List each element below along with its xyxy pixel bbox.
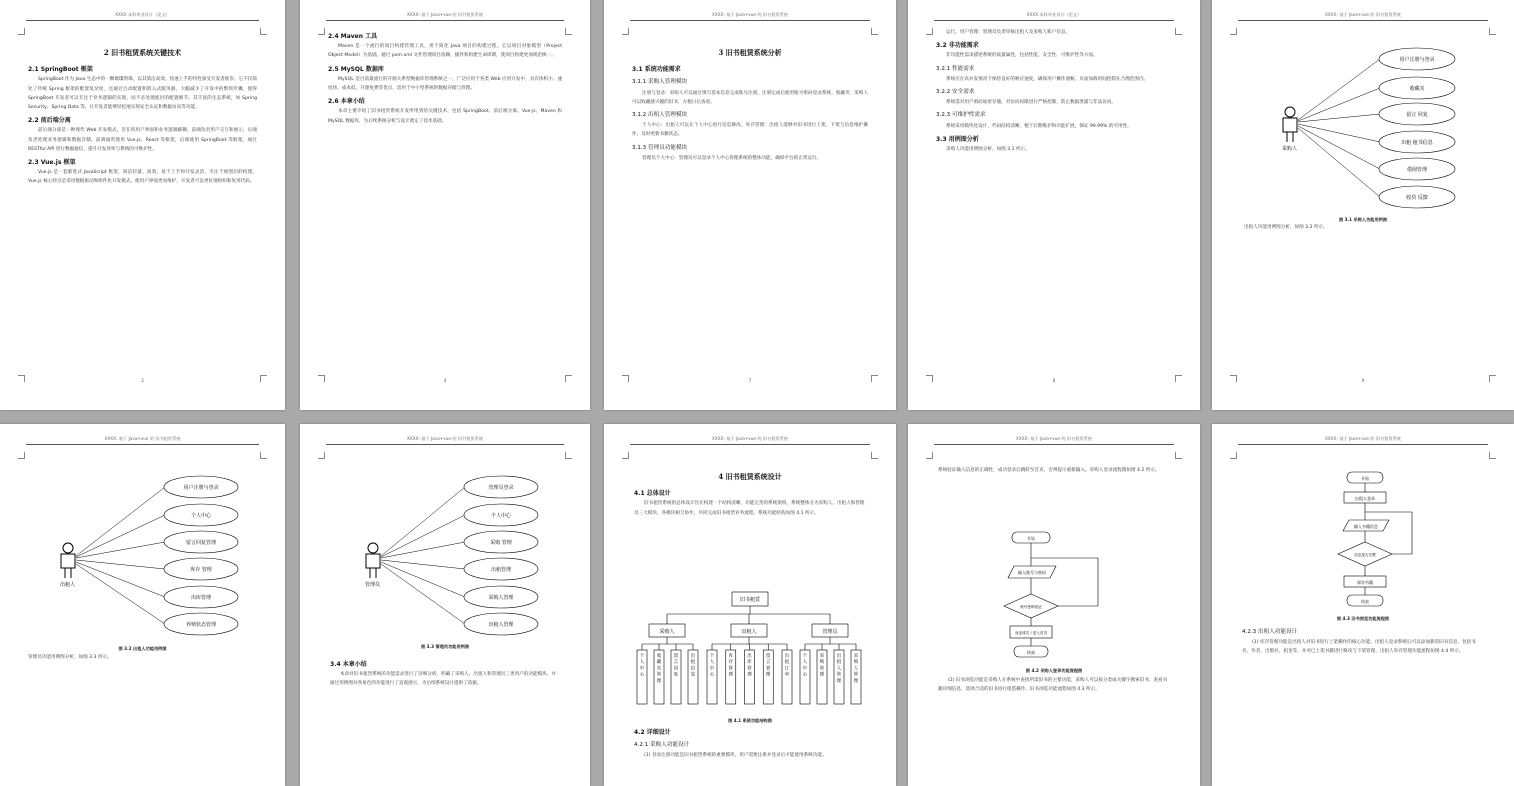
paragraph: 采购人功能用例图分析，如图 3.1 所示。 — [946, 147, 1030, 153]
rental-flowchart — [1212, 464, 1514, 614]
flow-label: 保存书籍 — [1357, 580, 1373, 585]
paragraph: MySQL 是目前最流行的开源关系型数据库管理系统之一，广泛应用于各类 Web 应用开发中，具有体积小、速度快、成本低、开源免费等优点，适用于中小型系统的数据存储与管理。 — [328, 76, 562, 92]
page-header: XXXX: 基于 Java+vue 的 旧书租赁系统 — [407, 436, 483, 441]
usecase-label: 库存 管理 — [190, 567, 212, 573]
paragraph: (1) 登录注册功能是旧书租赁系统的重要模块，用户需要注册并登录后才能使用系统功能。 — [644, 753, 827, 759]
chapter-title: 2 旧书租赁系统关键技术 — [103, 48, 182, 57]
usecase-label: 出租管理 — [490, 567, 512, 573]
tree-group-label: 采购人 — [659, 629, 675, 635]
crop-mark — [871, 28, 878, 35]
flow-label: 登录成功 / 进入首页 — [1014, 631, 1048, 635]
subsection-heading: 3.1.1 采购人管理模块 — [632, 79, 688, 86]
crop-mark — [260, 28, 267, 35]
flow-label: 账号密码验证 — [1020, 605, 1042, 609]
page-header: XXXX: 基于 Java+vue 的 旧书租赁系统 — [104, 436, 181, 441]
paragraph: (2) 旧书浏览功能是采购人在系统中查找所需旧书的主要功能，采购人可以按分类或关键字搜索旧书，查看书籍详细信息，选择合适的旧书进行租借操作。旧书浏览功能流程如图 4.3 所示。 — [938, 678, 1168, 693]
paragraph: 运行。用户管理：管理员负责审核出租人及采购人账户信息。 — [946, 30, 1071, 35]
paragraph: SpringBoot 作为 Java 生态中的一颗璀璨明珠，以其简洁高效、快速上手的特性深受开发者推崇。它不仅简化了传统 Spring 框架的配置复杂度，还通过自动配置和嵌入式服务器，大幅减少了开发中的繁琐步骤，使得 SpringBoot 开发者可以专注于业务逻辑的实现，而不必处理底层的配置细节。其丰富的生态系统，如 Spring Security、Spring Data 等，让开发者能够轻松地实现安全认证和数据访问等功能。 — [28, 77, 257, 111]
crop-mark — [871, 452, 878, 459]
tree-leaf-label: 采购人管理 — [853, 654, 859, 684]
header-rule — [1238, 444, 1488, 445]
tree-leaf-label: 采购管理 — [819, 654, 825, 678]
usecase-label: 借阅管理 — [1406, 167, 1428, 173]
section-heading: 2.5 MySQL 数据库 — [328, 65, 384, 73]
page-number: 8 — [1052, 379, 1056, 384]
usecase-label: 出租 租书信息 — [1401, 140, 1433, 146]
subsection-heading: 4.2.3 出租人功能设计 — [1242, 629, 1298, 635]
paragraph: Vue.js 是一套渐进式 JavaScript 框架，简洁轻量、高效、易于上手和开发灵活，专注于视图层的构建。Vue.js 核心特点是采用数据驱动和组件化开发模式，使用户界面更易维护，开发者可以更好地组织和复用代码。 — [28, 170, 257, 185]
tree-leaf-label: 出租订单 — [784, 654, 790, 678]
section-heading: 4.1 总体设计 — [634, 490, 671, 498]
page-header: XXXX: 基于 Java+vue 的 旧书租赁系统 — [712, 436, 788, 441]
figure-caption: 图 3.1 采购人功能用例图 — [1338, 217, 1388, 222]
header-rule — [630, 20, 870, 21]
document-page — [908, 424, 1200, 786]
usecase-label: 管理员登录 — [488, 485, 514, 491]
document-page — [1212, 424, 1514, 786]
document-page — [0, 0, 285, 410]
subsection-heading: 3.2.3 可维护性需求 — [936, 112, 986, 119]
crop-mark — [318, 28, 325, 35]
subsection-heading: 3.2.1 性能需求 — [936, 65, 975, 72]
paragraph: 本章主要介绍了旧书租赁系统开发所用到的关键技术，包括 SpringBoot、前后端分离、Vue.js、Maven 和 MySQL 数据库，为后续系统分析与设计奠定了技术基础。 — [328, 109, 562, 124]
paragraph: 前后端分离是一种现代 Web 开发模式，旨在将用户界面和业务逻辑解耦，前端负责用户交互和展示，后端负责处理业务逻辑和数据存储。前端通常使用 Vue.js、React 等框架，后端使用 SpringBoot 等框架，通过 RESTful API 进行数据通信，提升开发效率与系统的可维护性。 — [28, 128, 257, 152]
usecase-label: 个人中心 — [490, 513, 512, 519]
usecase-diagram — [1212, 0, 1514, 240]
header-rule — [26, 20, 259, 21]
usecase-label: 留言 回复 — [1406, 112, 1428, 118]
page-header: XXXX 本科毕业设计（论文） — [1026, 12, 1082, 17]
usecase-label: 用户注册与登录 — [1399, 57, 1435, 63]
page-number: 9 — [1361, 379, 1365, 384]
figure-caption: 图 4.2 采购人登录功能流程图 — [1025, 668, 1083, 673]
tree-leaf-label: 出库管理 — [747, 654, 752, 678]
usecase-diagram — [0, 424, 285, 654]
document-page — [1212, 0, 1514, 410]
paragraph: 非功能性需求描述系统的质量属性，包括性能、安全性、可维护性等方面。 — [946, 53, 1098, 59]
section-heading: 2.1 SpringBoot 框架 — [28, 66, 93, 74]
flow-label: 结束 — [1361, 599, 1369, 604]
usecase-label: 出库管理 — [190, 595, 212, 601]
paragraph: (1) 库存管理功能是出租人对旧书进行上架操作的核心功能。出租人登录系统后可以添加新的旧书信息，包括书名、作者、出版社、租金等，并对已上架书籍进行修改与下架管理。出租人库存管理功能流程如图 4.4 所示。 — [1242, 640, 1476, 655]
paragraph: 系统应在高并发情况下保持良好的响应速度，确保用户操作流畅，页面加载时间控制在合理范围内。 — [946, 76, 1149, 82]
page-header: XXXX: 基于 Java+vue 的 旧书租赁系统 — [712, 12, 788, 17]
usecase-label: 用户注册与登录 — [183, 485, 219, 491]
subsection-heading: 3.1.2 出租人管理模块 — [632, 112, 688, 119]
paragraph: 出租人功能用例图分析，如图 3.2 所示。 — [1244, 225, 1328, 230]
section-heading: 3.4 本章小结 — [330, 661, 367, 668]
section-heading: 3.1 系统功能需求 — [632, 66, 681, 74]
login-flowchart — [908, 524, 1200, 664]
page-number: 2 — [141, 379, 144, 384]
document-page — [0, 424, 285, 786]
paragraph: 系统验证输入信息的正确性，成功登录后跳转至首页，否则提示重新输入。采购人登录流程图如图 4.2 所示。 — [938, 468, 1160, 473]
tree-group-label: 出租人 — [741, 629, 757, 635]
paragraph: 系统采用模块化设计，代码结构清晰，便于后期维护和功能扩展，保证 99.99% 的可用性。 — [946, 123, 1132, 129]
chapter-title: 4 旧书租赁系统设计 — [718, 472, 782, 481]
section-heading: 2.2 前后端分离 — [28, 117, 71, 125]
usecase-label: 出租人管理 — [488, 622, 514, 628]
actor-label: 出租人 — [60, 582, 76, 588]
usecase-label: 个人中心 — [190, 513, 212, 519]
document-page — [604, 424, 896, 786]
flow-label: 输入书籍信息 — [1354, 524, 1378, 529]
tree-root-label: 旧书租赁 — [739, 597, 761, 603]
section-heading: 2.4 Maven 工具 — [328, 33, 378, 40]
subsection-heading: 3.2.2 安全需求 — [936, 89, 975, 96]
flow-label: 信息是否完整 — [1354, 553, 1376, 557]
section-heading: 3.2 非功能需求 — [936, 42, 979, 50]
flow-label: 出租人登录 — [1355, 496, 1375, 501]
section-heading: 4.2 详细设计 — [634, 729, 671, 736]
usecase-label: 收货 反馈 — [1406, 195, 1428, 201]
page-header: XXXX: 基于 Java+vue 的 旧书租赁系统 — [1325, 436, 1401, 441]
flow-label: 开始 — [1361, 476, 1369, 481]
paragraph: 旧书租赁系统的总体设计旨在构建一个结构清晰、功能完善的系统架构，系统整体分为采购人、出租人和管理员三大模块，各模块相互协作，共同完成旧书租赁业务流程。系统功能结构如图 4.1 所示。 — [634, 501, 865, 516]
actor-label: 管理员 — [365, 582, 381, 588]
figure-caption: 图 3.2 出租人功能用例图 — [118, 646, 167, 651]
crop-mark — [1230, 452, 1237, 459]
section-heading: 2.3 Vue.js 框架 — [28, 159, 76, 167]
crop-mark — [622, 452, 629, 459]
document-page — [300, 0, 590, 410]
crop-mark — [1175, 452, 1182, 459]
section-heading: 2.6 本章小结 — [328, 98, 365, 106]
section-heading: 3.3 用例图分析 — [936, 135, 979, 143]
tree-leaf-label: 收藏夹管理 — [656, 654, 662, 684]
header-rule — [934, 444, 1174, 445]
usecase-label: 采购 管理 — [490, 540, 512, 546]
chapter-title: 3 旧书租赁系统分析 — [718, 48, 782, 57]
usecase-label: 收藏夹 — [1409, 86, 1425, 92]
crop-mark — [926, 452, 933, 459]
tree-leaf-label: 库存管理 — [728, 654, 733, 678]
tree-group-label: 管理员 — [822, 629, 838, 635]
crop-mark — [1175, 28, 1182, 35]
function-structure-tree — [604, 584, 896, 714]
paragraph: 管理员功能用例图分析，如图 3.3 所示。 — [28, 655, 112, 660]
document-page — [300, 424, 590, 786]
header-rule — [630, 444, 870, 445]
flow-label: 开始 — [1027, 536, 1035, 541]
usecase-label: 养殖状态管理 — [185, 622, 217, 628]
actor-figure — [1283, 107, 1297, 142]
tree-leaf-label: 留言回复 — [673, 654, 679, 678]
tree-leaf-label: 个人中心 — [802, 654, 808, 678]
usecase-label: 留言回复管理 — [185, 540, 217, 546]
tree-leaf-label: 个人中心 — [709, 654, 715, 678]
paragraph: 系统需对用户密码加密存储，对访问权限进行严格控制，防止数据泄露与非法访问。 — [946, 100, 1116, 106]
usecase-label: 采购人管理 — [488, 595, 514, 601]
crop-mark — [1489, 452, 1496, 459]
tree-leaf-label: 出租人管理 — [836, 654, 842, 684]
paragraph: 注册与登录：采购人可以通过填写基本信息完成账号注册，注册完成后使用账号密码登录系统。收藏夹：采购人可以收藏感兴趣的旧书，方便日后查看。 — [632, 90, 868, 105]
tree-leaf-label: 出租信息 — [690, 654, 696, 678]
flow-label: 输入账号与密码 — [1018, 570, 1046, 575]
document-page — [604, 0, 896, 410]
crop-mark — [565, 28, 572, 35]
figure-caption: 图 4.3 旧书浏览功能流程图 — [1336, 616, 1390, 621]
page-number: 7 — [748, 379, 752, 384]
crop-mark — [622, 28, 629, 35]
document-page — [908, 0, 1200, 410]
crop-mark — [926, 28, 933, 35]
subsection-heading: 4.2.1 采购人功能设计 — [634, 742, 690, 749]
header-rule — [326, 20, 564, 21]
figure-caption: 图 3.3 管理员功能用例图 — [420, 644, 470, 649]
paragraph: 管理员个人中心：管理员可以登录个人中心管理系统的整体功能，确保平台的正常运行。 — [642, 155, 822, 161]
crop-mark — [18, 28, 25, 35]
page-number: 4 — [443, 379, 447, 384]
figure-caption: 图 4.1 系统功能结构图 — [728, 718, 772, 723]
header-rule — [934, 20, 1174, 21]
tree-leaf-label: 留言管理 — [766, 654, 771, 678]
actor-label: 采购人 — [1282, 146, 1298, 152]
usecase-diagram — [300, 424, 590, 639]
page-header: XXXX: 基于 Java+vue 的 旧书租赁系统 — [1325, 12, 1401, 17]
tree-leaf-label: 个人中心 — [639, 654, 645, 678]
page-header: XXXX 本科毕业设计（论文） — [115, 12, 170, 17]
page-header: XXXX: 基于 Java+vue 的 旧书租赁系统 — [407, 12, 483, 17]
paragraph: 本章对旧书租赁系统的功能需求进行了详细分析，明确了采购人、出租人和管理员三类用户的功能模块，并通过用例图对各角色的功能进行了直观展示，为后续系统设计提供了依据。 — [330, 672, 556, 687]
subsection-heading: 3.1.3 管理员功能模块 — [632, 144, 688, 151]
page-header: XXXX: 基于 Java+vue 的 旧书租赁系统 — [1016, 436, 1092, 441]
paragraph: 个人中心：出租人可以在个人中心进行信息修改。库存管理：出租人能够对旧书进行上架、下架与信息维护操作，及时更新书籍状态。 — [632, 123, 868, 138]
paragraph: Maven 是一个流行的项目构建管理工具，用于简化 Java 项目的构建过程。它以项目对象模型（Project Object Model）为基础，通过 pom.xml 文件管理项目依赖、插件和构建生命周期，使项目构建更加规范统一。 — [328, 44, 562, 59]
flow-label: 结束 — [1027, 650, 1035, 655]
